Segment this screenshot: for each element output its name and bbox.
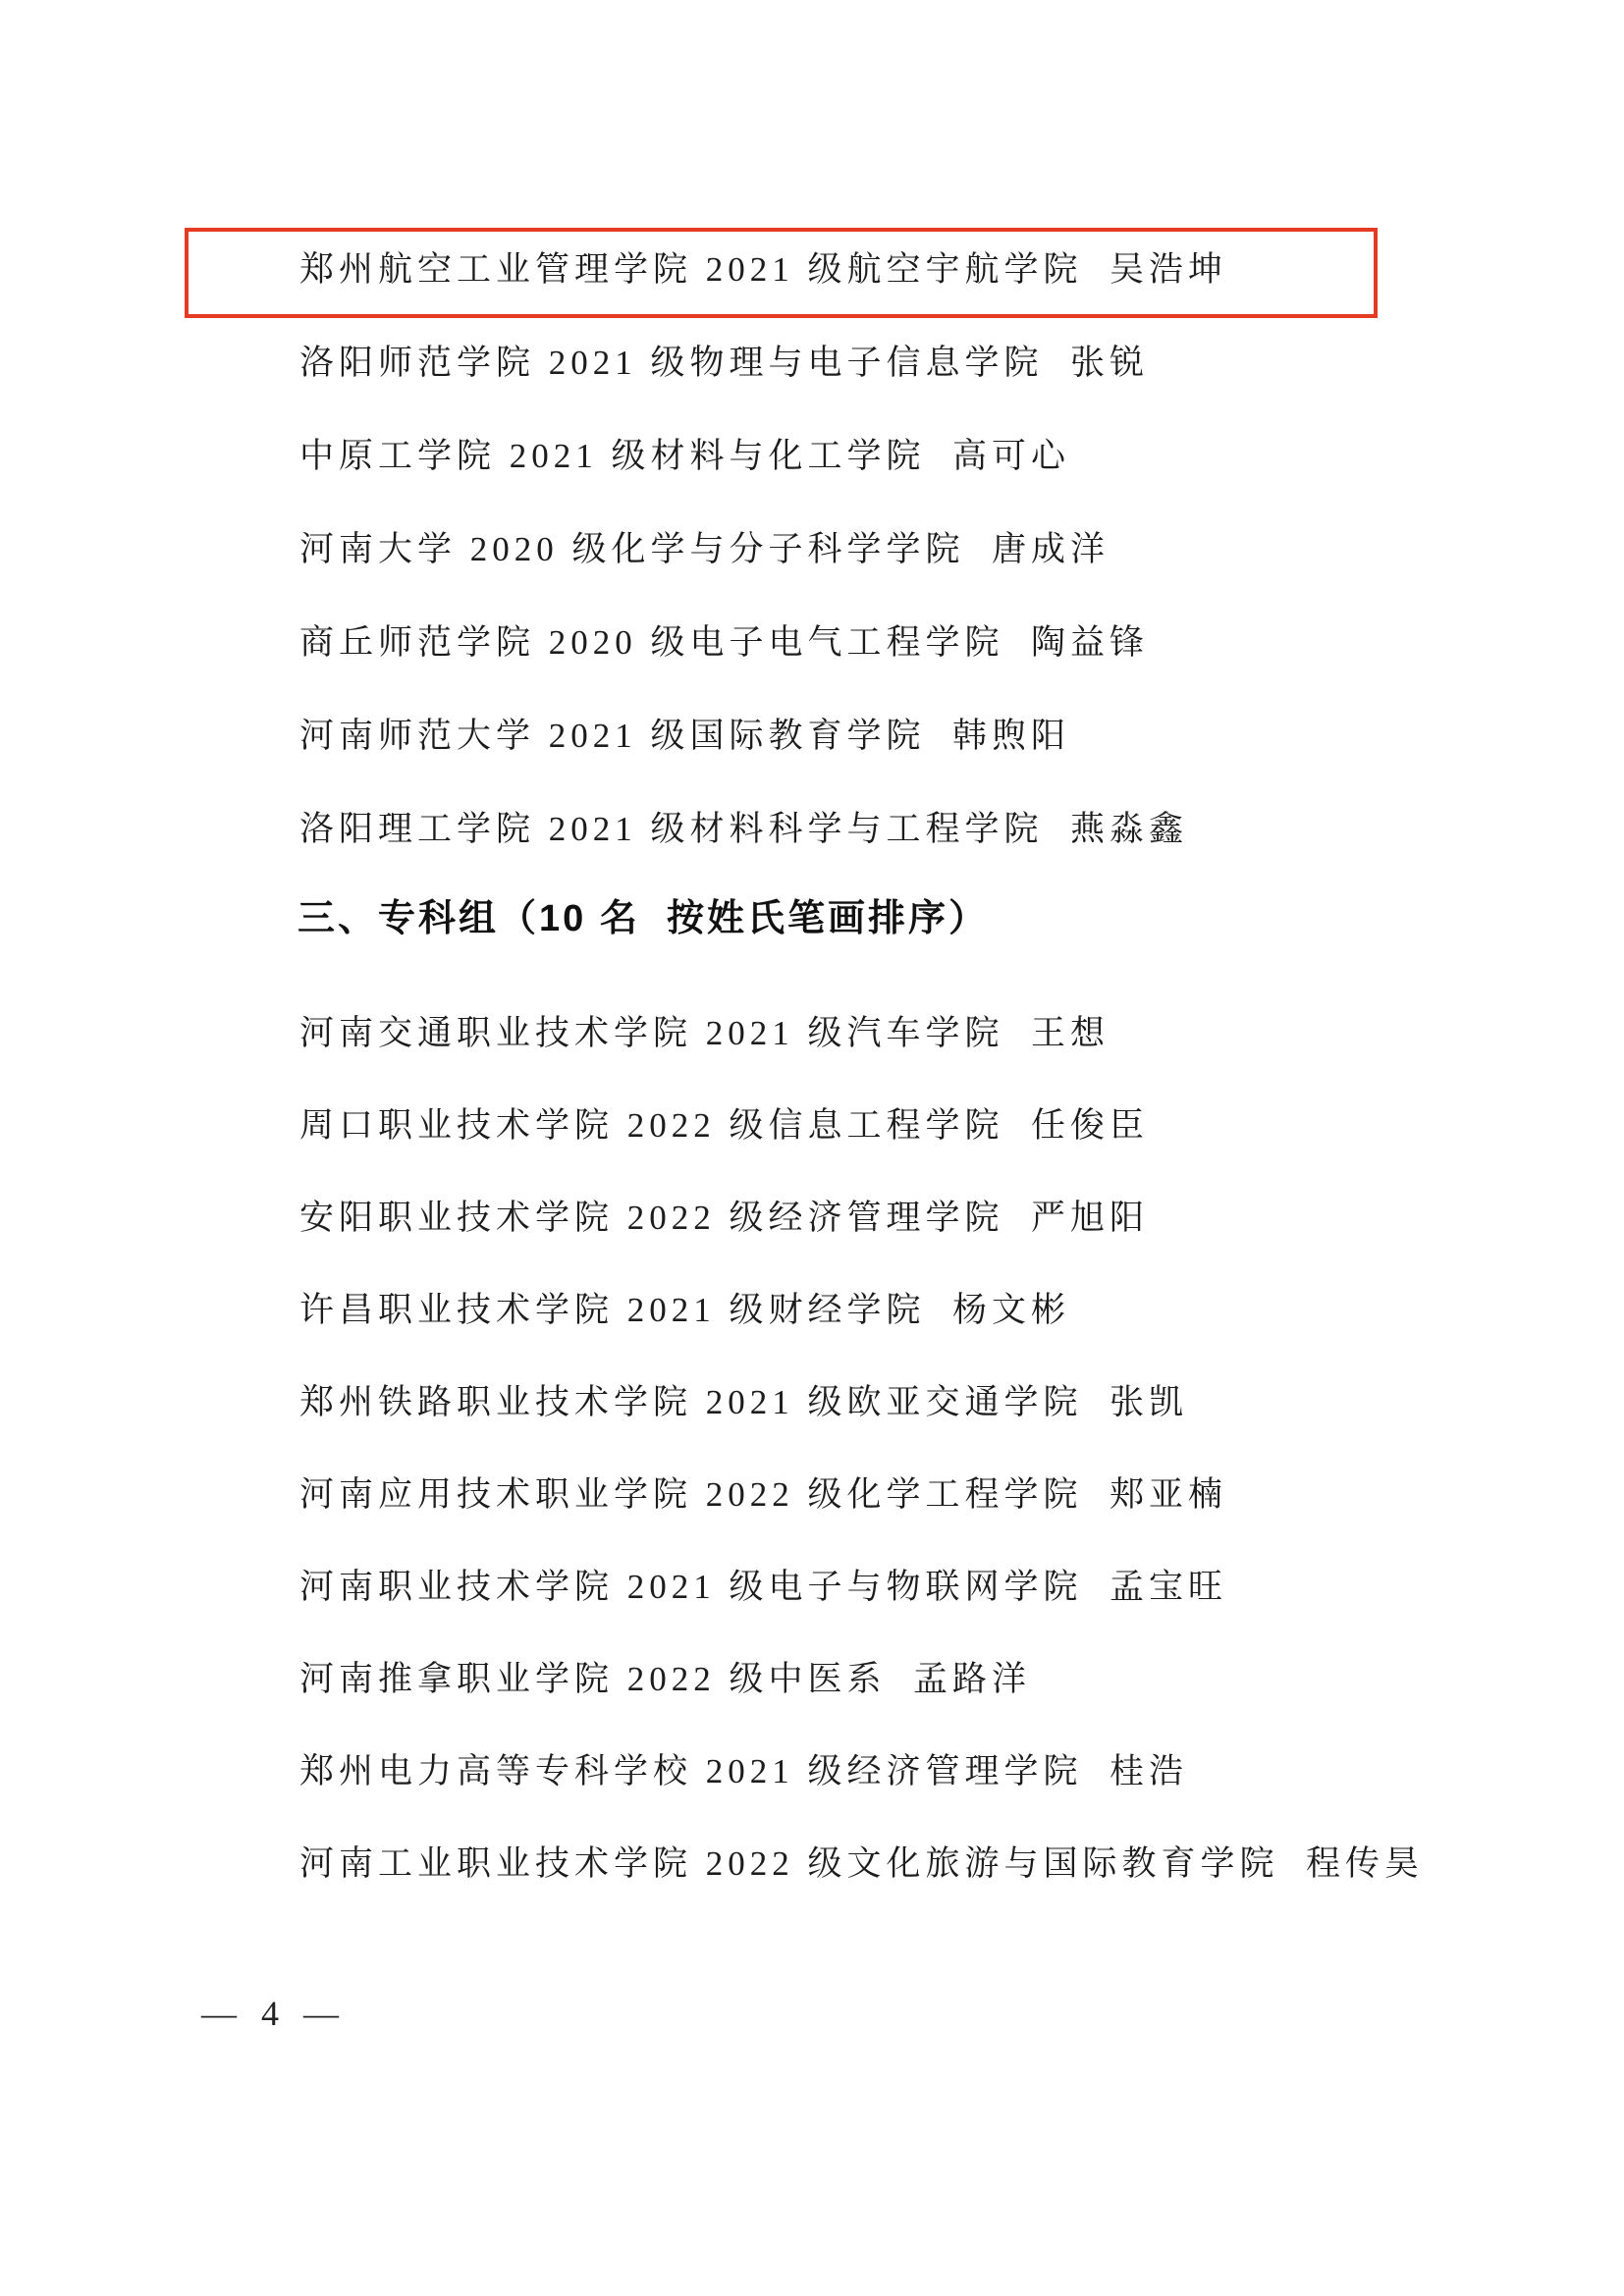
list-item: 河南职业技术学院 2021 级电子与物联网学院 孟宝旺: [299, 1568, 1228, 1606]
list-item: 洛阳理工学院 2021 级材料科学与工程学院 燕淼鑫: [299, 810, 1189, 848]
list-item: 郑州航空工业管理学院 2021 级航空宇航学院 吴浩坤: [299, 250, 1228, 289]
list-item: 河南应用技术职业学院 2022 级化学工程学院 郏亚楠: [299, 1475, 1228, 1514]
list-item: 周口职业技术学院 2022 级信息工程学院 任俊臣: [299, 1106, 1150, 1145]
list-item: 商丘师范学院 2020 级电子电气工程学院 陶益锋: [299, 623, 1150, 662]
list-item: 河南工业职业技术学院 2022 级文化旅游与国际教育学院 程传昊: [299, 1844, 1425, 1883]
page-number: — 4 —: [201, 1994, 347, 2033]
list-item: 安阳职业技术学院 2022 级经济管理学院 严旭阳: [299, 1199, 1150, 1237]
section-heading: 三、专科组（10 名 按姓氏笔画排序）: [298, 898, 989, 939]
list-item: 洛阳师范学院 2021 级物理与电子信息学院 张锐: [299, 344, 1150, 382]
list-item: 河南师范大学 2021 级国际教育学院 韩煦阳: [299, 717, 1071, 755]
list-item: 郑州电力高等专科学校 2021 级经济管理学院 桂浩: [299, 1752, 1189, 1790]
list-item: 郑州铁路职业技术学院 2021 级欧亚交通学院 张凯: [299, 1383, 1189, 1421]
list-item: 中原工学院 2021 级材料与化工学院 高可心: [299, 437, 1071, 475]
list-item: 河南交通职业技术学院 2021 级汽车学院 王想: [299, 1014, 1110, 1052]
list-item: 河南推拿职业学院 2022 级中医系 孟路洋: [299, 1660, 1032, 1698]
list-item: 河南大学 2020 级化学与分子科学学院 唐成洋: [299, 530, 1110, 568]
list-item: 许昌职业技术学院 2021 级财经学院 杨文彬: [299, 1291, 1071, 1329]
